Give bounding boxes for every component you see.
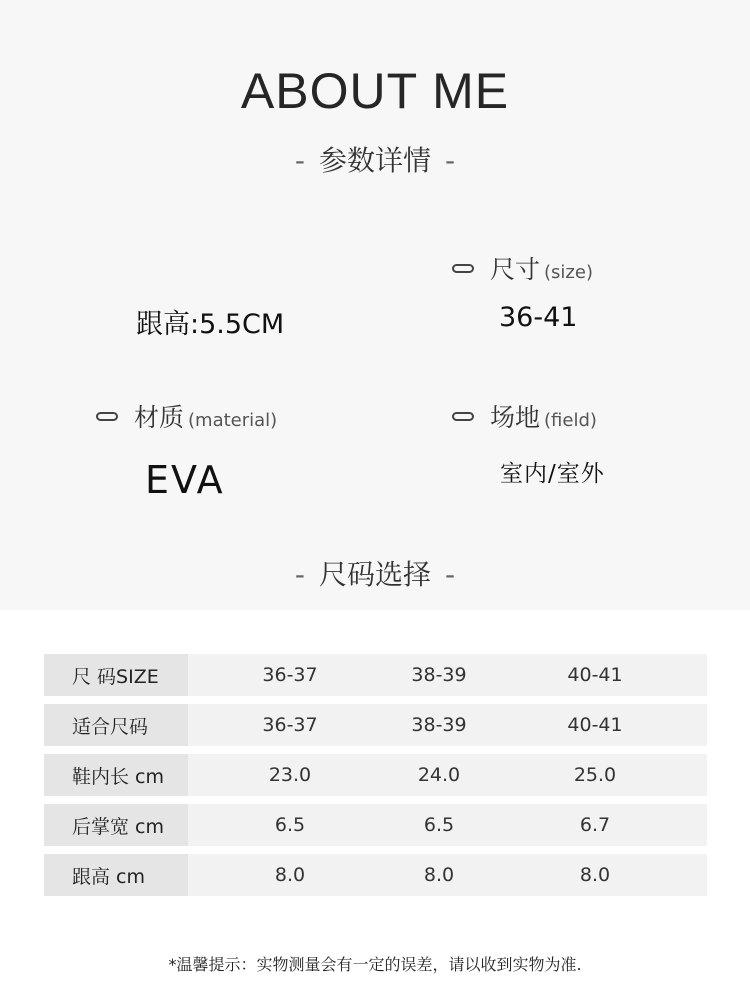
pill-icon [96,412,118,421]
spec-label-size-text: 尺寸 [490,255,541,284]
spec-label-material [96,398,277,434]
table-row [44,854,707,896]
spec-label-field-en: (field) [544,410,597,431]
table-cell: 6.5 [423,814,455,836]
row-header: 适合尺码 [44,704,188,746]
table-cell: 38-39 [411,714,467,736]
disclaimer-note: *温馨提示：实物测量会有一定的误差，请以收到实物为准. [168,955,582,974]
dash-right: - [445,144,456,177]
spec-value-heel: 跟高:5.5CM [136,309,285,340]
table-row [44,804,707,846]
dash-left: - [294,558,305,591]
table-cell: 40-41 [567,714,623,736]
table-row [44,754,707,796]
row-header: 后掌宽 cm [44,804,188,846]
size-section-title [0,553,750,593]
row-header: 跟高 cm [44,854,188,896]
section-subtitle [0,139,750,179]
table-row [44,704,707,746]
page-title: ABOUT ME [240,63,510,119]
spec-label-size-en: (size) [544,262,593,283]
table-cell: 6.7 [579,814,611,836]
table-cell: 36-37 [262,664,318,686]
spec-label-size [452,250,593,286]
table-cell: 40-41 [567,664,623,686]
table-cell: 8.0 [579,864,611,886]
size-table [44,654,707,904]
table-cell: 23.0 [268,764,312,786]
spec-label-material-en: (material) [188,410,278,431]
spec-label-material-text: 材质 [134,403,185,432]
table-cell: 38-39 [411,664,467,686]
table-cell: 25.0 [573,764,617,786]
subtitle-text: 参数详情 [318,144,431,177]
pill-icon [452,412,474,421]
table-cell: 8.0 [274,864,306,886]
spec-value-field: 室内/室外 [500,461,605,487]
table-cell: 6.5 [274,814,306,836]
table-row [44,654,707,696]
table-cell: 8.0 [423,864,455,886]
table-cell: 36-37 [262,714,318,736]
spec-label-field-text: 场地 [490,403,541,432]
dash-right: - [445,558,456,591]
row-header: 鞋内长 cm [44,754,188,796]
spec-value-size: 36-41 [499,302,578,333]
table-cell: 24.0 [417,764,461,786]
row-header: 尺 码SIZE [44,654,188,696]
dash-left: - [294,144,305,177]
size-section-title-text: 尺码选择 [318,558,431,591]
pill-icon [452,264,474,273]
spec-value-material: EVA [145,458,225,502]
spec-label-field [452,398,597,434]
